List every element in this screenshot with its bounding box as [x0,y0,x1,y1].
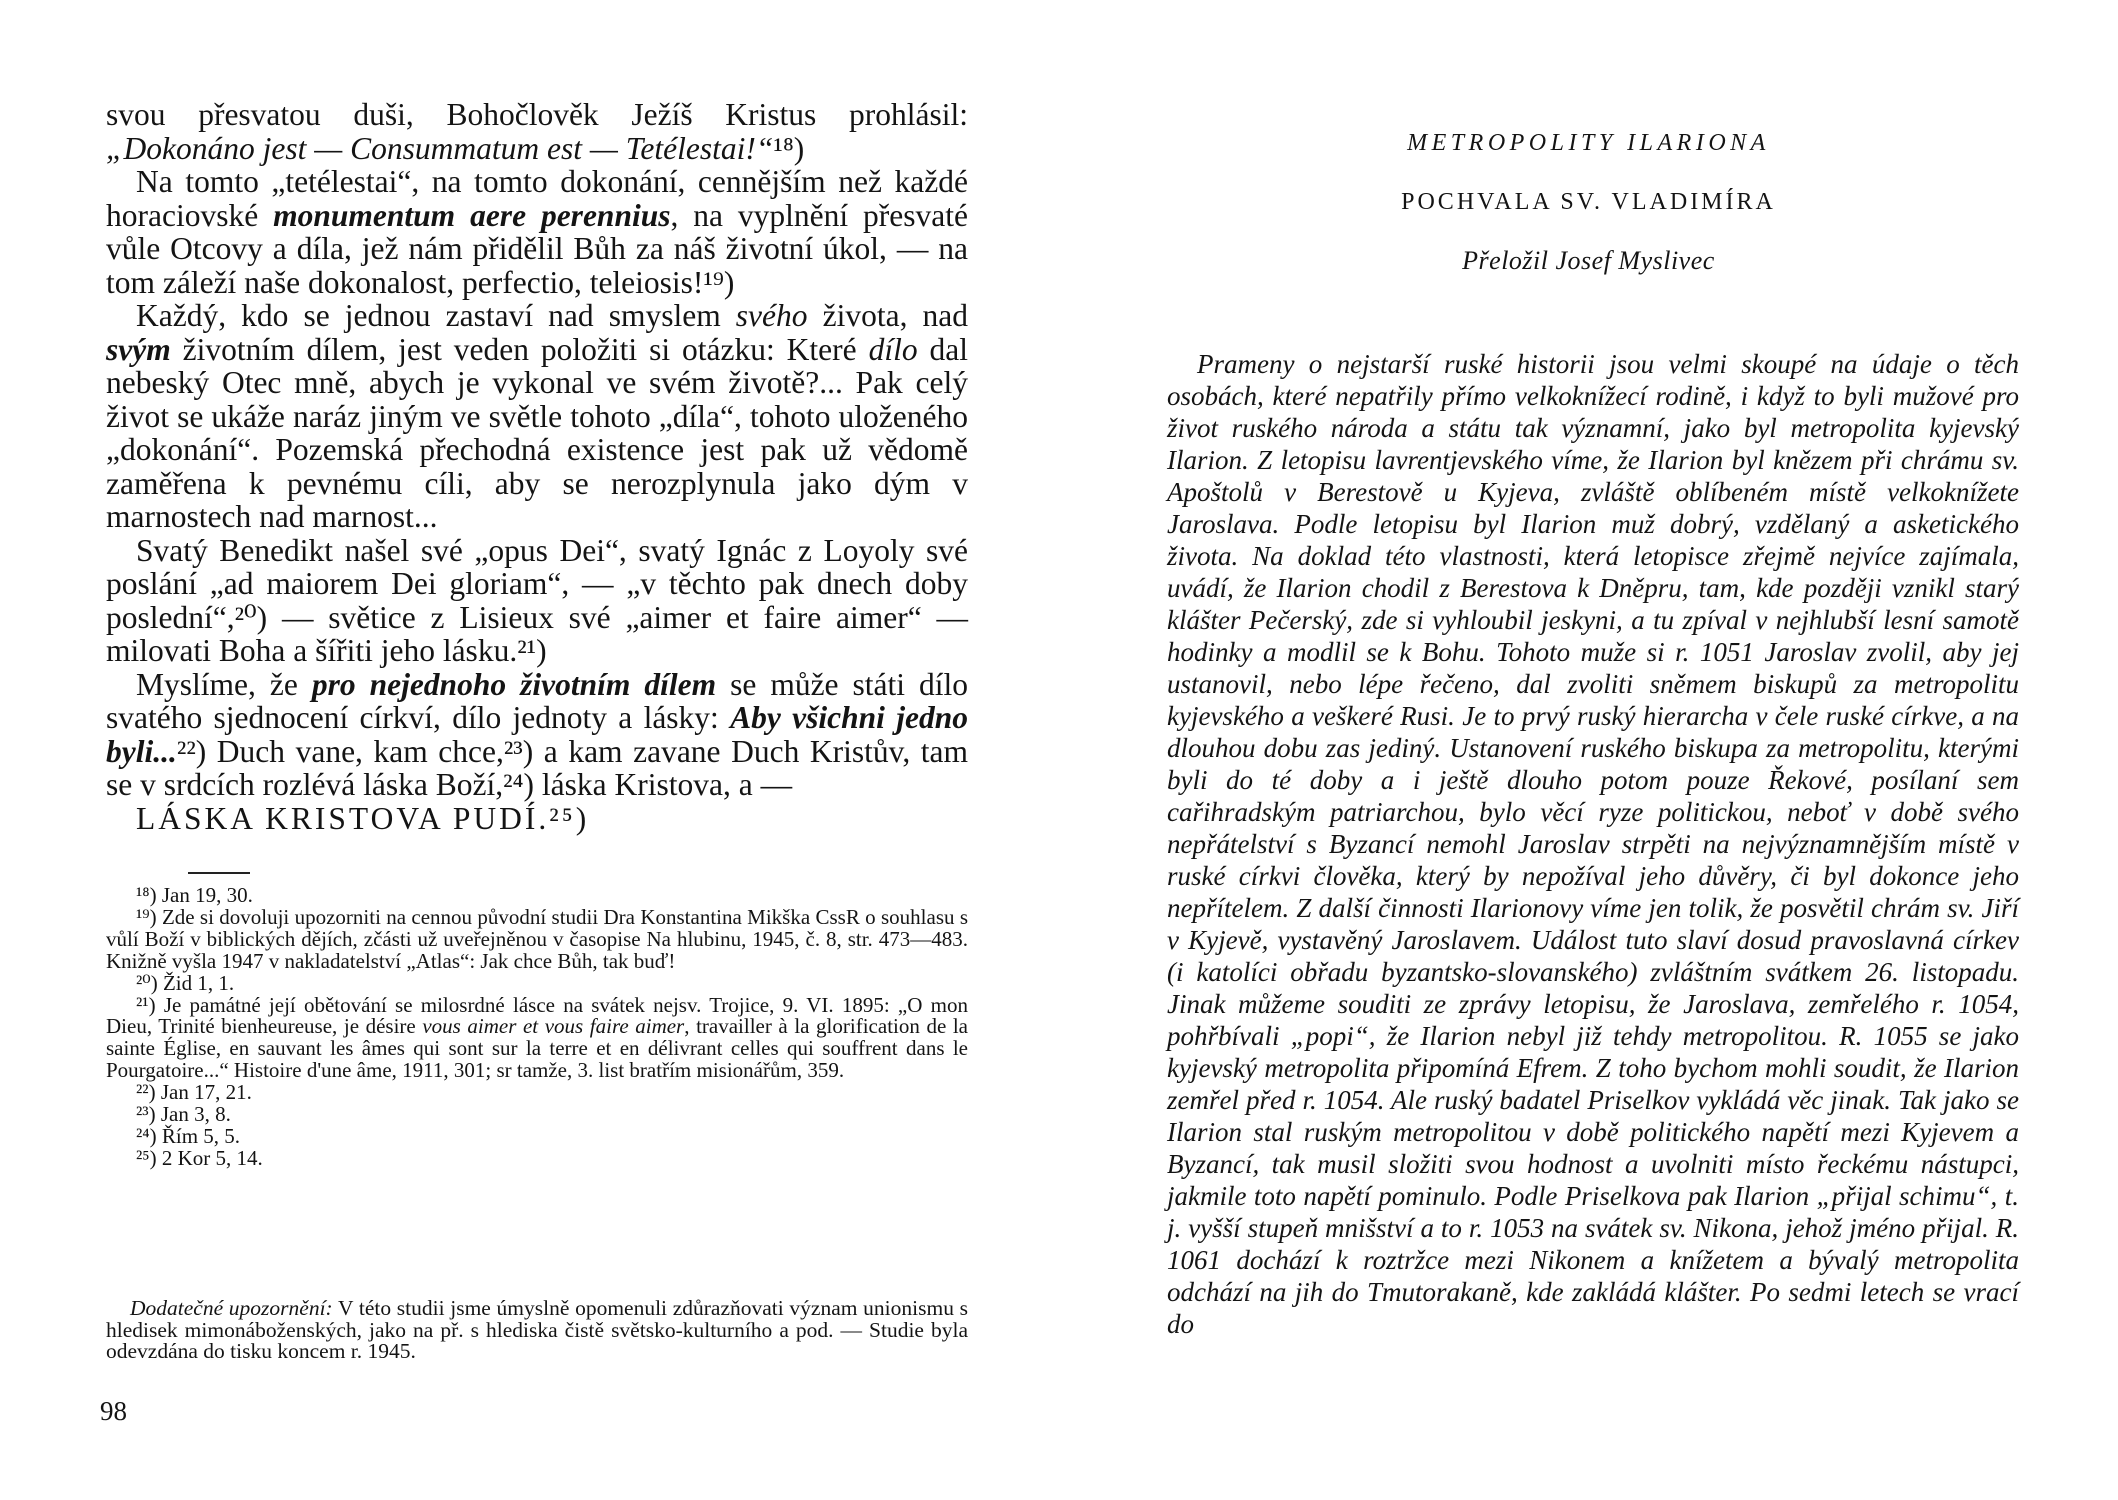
addendum-text: V této studii jsme úmyslně opomenuli zdůrazňovati význam unionismu s hledisek mimonáboženských, jako na př. s hlediska čistě světsko-kulturního a pod. — Studie byla odevzdána do tisku koncem r. 1945. [106,1296,968,1363]
addendum-paragraph [106,1298,968,1363]
italic-word: dílo [868,331,918,367]
bold-italic-phrase: Aby všichni jedno byli... [106,700,968,769]
paragraph-5 [106,668,968,802]
right-page [1059,0,2118,1500]
text-run: , na vyplnění přesvaté vůle Otcovy a díla, jež nám přidělil Bůh za náš životní úkol, — na tom záleží naše dokonalost, perfectio, teleiosis!¹⁹) [106,197,968,300]
addendum-label: Dodatečné upozornění: [130,1296,333,1320]
footnote-25: ²⁵) 2 Kor 5, 14. [136,1145,263,1170]
paragraph-2 [106,165,968,299]
page-number: 98 [100,1396,127,1426]
text-run: života, nad [807,298,969,333]
text-run: Na tomto „tetélestai“, na tomto dokonání, cennějším než každé horaciovské [106,164,968,233]
text-run: životním dílem, jest veden položiti si otázku: Které [170,331,869,367]
footnote-18: ¹⁸) Jan 19, 30. [136,883,253,907]
text-run: ²¹) Je památné její obětování se milosrdné lásce na svátek nejsv. Trojice, 9. VI. 1895: „O mon Dieu, Trinité bienheureuse, je désire [106,992,968,1039]
introduction [1167,348,2019,1340]
text-run: se může státi dílo svatého sjednocení církví, dílo jednoty a lásky: [106,666,969,735]
text-run: , travailler à la glorification de la sainte Église, en sauvant les âmes qui sont sur la terre et en délivrant celles qui souffrent dans le Pourgatoire...“ Histoire d'une âme, 1911, 301; sr tamže, 3. list bratřím misionářům, 359. [106,1014,968,1083]
closing-line [106,802,968,836]
text-run: ²²) Duch vane, kam chce,²³) a kam zavane Duch Kristův, tam se v srdcích rozlévá láska Boží,²⁴) láska Kristova, a — [106,733,968,802]
bold-italic-phrase: monumentum aere perennius [273,197,671,233]
footnote-19: ¹⁹) Zde si dovoluji upozorniti na cennou původní studii Dra Konstantina Mikška CssR o souhlasu s vůlí Boží v biblických dějích, zčásti už uveřejněnou v časopise Na hlubinu, 1945, č. 8, str. 473—483. Knižně vyšla 1947 v nakladatelství „Atlas“: Jak chce Bůh, tak buď! [106,904,968,973]
italic-phrase: vous aimer et vous faire aimer [422,1014,685,1039]
caps-phrase: LÁSKA KRISTOVA PUDÍ.²⁵) [136,800,590,836]
paragraph-3 [106,299,968,534]
paragraph-4: Svatý Benedikt našel své „opus Dei“, svatý Ignác z Loyoly své poslání „ad maiorem Dei gloriam“, — „v těchto pak dnech doby poslední“,²⁰) — světice z Lisieux své „aimer et faire aimer“ — milovati Boha a šířiti jeho lásku.²¹) [106,532,968,668]
italic-word: svého [735,298,808,333]
bold-italic-phrase: pro nejednoho životním dílem [311,666,717,702]
paragraph-1 [106,98,968,165]
footnote-20: ²⁰) Žid 1, 1. [136,970,235,995]
translator-credit: Přeložil Josef Myslivec [1462,246,1715,275]
italic-quote: „Dokonáno jest — Consummatum est — Tetélestai!“ [106,130,774,166]
footnote-24: ²⁴) Řím 5, 5. [136,1123,241,1148]
work-title: POCHVALA SV. VLADIMÍRA [1401,189,1776,215]
footnote-21 [106,992,968,1083]
footnote-22: ²²) Jan 17, 21. [136,1080,252,1105]
footnote-ref: ¹⁸) [773,130,805,166]
intro-paragraph: Prameny o nejstarší ruské historii jsou velmi skoupé na údaje o těch osobách, které nepatřily přímo velkoknížecí rodině, i když to byli mužové pro život ruského národa a státu tak významní, jako byl metropolita kyjevský Ilarion. Z letopisu lavrentjevského víme, že Ilarion byl knězem při chrámu sv. Apoštolů v Berestově u Kyjeva, zvláště oblíbeném místě velkoknížete Jaroslava. Podle letopisu byl Ilarion muž dobrý, vzdělaný a asketického života. Na doklad této vlastnosti, která letopisce zřejmě nejvíce zajímala, uvádí, že Ilarion chodil z Berestova k Dněpru, tam, kde později vznikl starý klášter Pečerský, zde si vyhloubil jeskyni, a tu zpíval v nejhlubší lesní samotě hodinky a modlil se k Bohu. Tohoto muže si r. 1051 Jaroslav zvolil, aby jej ustanovil, nebo lépe řečeno, dal zvoliti sněmem biskupů za metropolitu kyjevského a veškeré Rusi. Je to prvý ruský hierarcha v čele ruské církve, a na dlouhou dobu zas jediný. Ustanovení ruského biskupa za metropolitu, kterými byli do té doby a i ještě dlouho potom pouze Řekové, posílaní sem cařihradským patriarchou, bylo věcí ryze politickou, neboť v době svého nepřátelství s Byzancí nemohl Jaroslav strpěti na nejvýznamnějším místě v ruské církvi člověka, který by nepožíval jeho důvěry, či byl dokonce jeho nepřítelem. Z další činnosti Ilarionovy víme jen tolik, že posvětil chrám sv. Jiří v Kyjevě, vystavěný Jaroslavem. Událost tuto slaví dosud pravoslavná církev (i katolíci obřadu byzantsko-slovanského) zvláštním svátkem 26. listopadu. Jinak můžeme souditi ze zprávy letopisu, že Jaroslava, zemřelého r. 1054, pohřbívali „popi“, že Ilarion nebyl již tehdy metropolitou. R. 1055 se jako kyjevský metropolita připomíná Efrem. Z toho bychom mohli soudit, že Ilarion zemřel před r. 1054. Ale ruský badatel Priselkov vykládá věc jinak. Tak jako se Ilarion stal ruským metropolitou v době politického napětí mezi Kyjevem a Byzancí, tak musil složiti svou hodnost a uvolniti místo řeckému nástupci, jakmile toto napětí pominulo. Podle Priselkova pak Ilarion „přijal schimu“, t. j. vyšší stupeň mnišství a to r. 1053 na svátek sv. Nikona, jehož jméno přijal. R. 1061 dochází k roztržce mezi Nikonem a knížetem a bývalý metropolita odchází na jih do Tmutorakaně, kde zakládá klášter. Po sedmi letech se vrací do [1167,349,2019,1339]
text-run: svou přesvatou duši, Bohočlověk Ježíš Kristus prohlásil: [106,97,968,132]
body-text [106,98,968,835]
footnote-divider [188,872,250,874]
text-run: dal nebeský Otec mně, abych je vykonal ve svém životě?... Pak celý život se ukáže naráz jiným ve světle tohoto „díla“, tohoto uloženého „dokonání“. Pozemská přechodná existence jest pak už vědomě zaměřena k pevnému cíli, aby se nerozplynula jako dým v marnostech nad marnost... [106,331,968,534]
footnotes [106,885,968,1170]
bold-italic-word: svým [106,331,171,367]
author-heading: METROPOLITY ILARIONA [1407,130,1770,156]
text-run: Myslíme, že [136,666,312,702]
addendum-note [106,1298,968,1363]
text-run: Každý, kdo se jednou zastaví nad smyslem [136,298,736,333]
footnote-23: ²³) Jan 3, 8. [136,1102,231,1127]
